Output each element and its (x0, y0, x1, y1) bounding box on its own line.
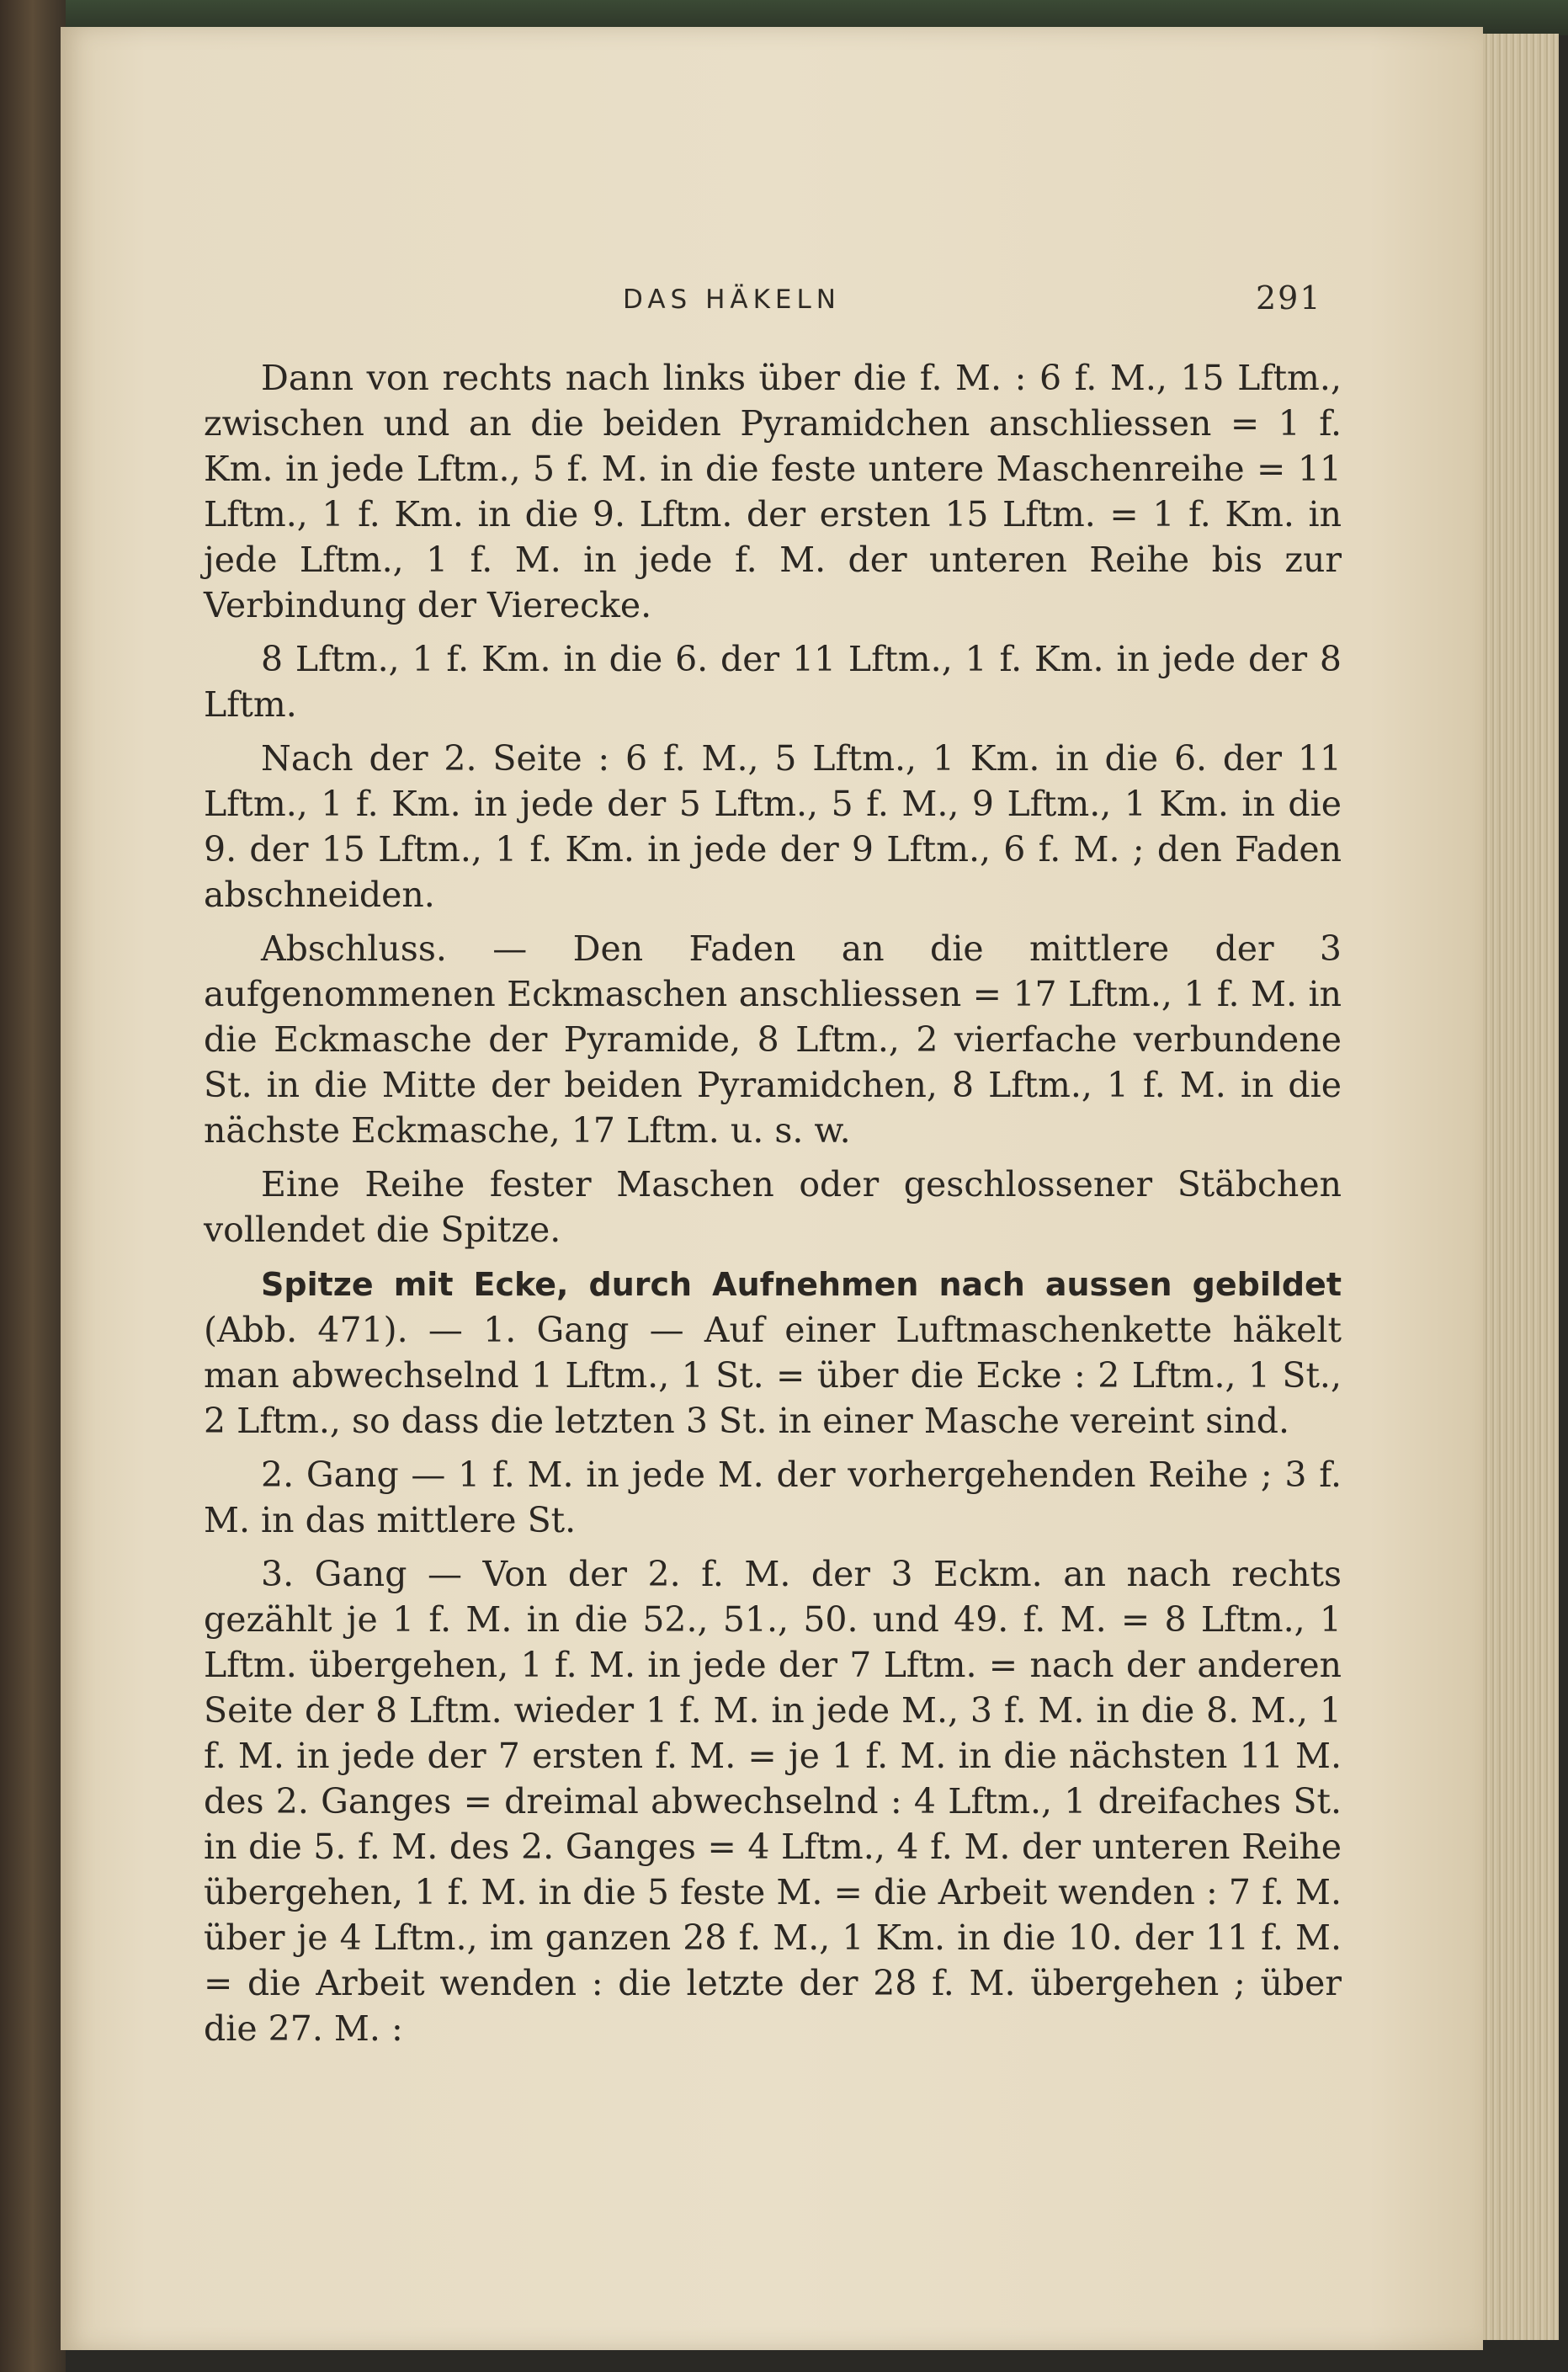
paragraph-6: Spitze mit Ecke, durch Aufnehmen nach aussen gebildet (Abb. 471). — 1. Gang — Auf einer Luftmaschenkette häkelt man abwechselnd 1 Lftm., 1 St. = über die Ecke : 2 Lftm., 1 St., 2 Lftm., so dass die letzten 3 St. in einer Masche vereint sind. (204, 1266, 1342, 1441)
page-number: 291 (1256, 279, 1322, 316)
running-title: DAS HÄKELN (623, 285, 841, 315)
paragraph-4: Abschluss. — Den Faden an die mittlere der 3 aufgenommenen Eckmaschen anschliessen = 17 Lftm., 1 f. M. in die Eckmasche der Pyramide, 8 Lftm., 2 vierfache verbundene St. in die Mitte der beiden Pyramidchen, 8 Lftm., 1 f. M. in die nächste Eckmasche, 17 Lftm. u. s. w. (204, 928, 1342, 1151)
paragraph-8: 3. Gang — Von der 2. f. M. der 3 Eckm. an nach rechts gezählt je 1 f. M. in die 52., 51., 50. und 49. f. M. = 8 Lftm., 1 Lftm. übergehen, 1 f. M. in jede der 7 Lftm. = nach der anderen Seite der 8 Lftm. wieder 1 f. M. in jede M., 3 f. M. in die 8. M., 1 f. M. in jede der 7 ersten f. M. = je 1 f. M. in die nächsten 11 M. des 2. Ganges = dreimal abwechselnd : 4 Lftm., 1 dreifaches St. in die 5. f. M. des 2. Ganges = 4 Lftm., 4 f. M. der unteren Reihe übergehen, 1 f. M. in die 5 feste M. = die Arbeit wenden : 7 f. M. über je 4 Lftm., im ganzen 28 f. M., 1 Km. in die 10. der 11 f. M. = die Arbeit wenden : die letzte der 28 f. M. übergehen ; über die 27. M. : (204, 1554, 1342, 2049)
page-stack-edge (1483, 34, 1559, 2340)
paragraph-5: Eine Reihe fester Maschen oder geschlossener Stäbchen vollendet die Spitze. (204, 1164, 1342, 1250)
book-page (61, 27, 1483, 2350)
paragraph-7: 2. Gang — 1 f. M. in jede M. der vorhergehenden Reihe ; 3 f. M. in das mittlere St. (204, 1455, 1342, 1540)
page-body (204, 355, 1342, 2060)
paragraph-3: Nach der 2. Seite : 6 f. M., 5 Lftm., 1 Km. in die 6. der 11 Lftm., 1 f. Km. in jede der 5 Lftm., 5 f. M., 9 Lftm., 1 Km. in die 9. der 15 Lftm., 1 f. Km. in jede der 9 Lftm., 6 f. M. ; den Faden abschneiden. (204, 738, 1342, 915)
book-spine-left (0, 0, 66, 2372)
paragraph-1: Dann von rechts nach links über die f. M. : 6 f. M., 15 Lftm., zwischen und an die beiden Pyramidchen anschliessen = 1 f. Km. in jede Lftm., 5 f. M. in die feste untere Maschenreihe = 11 Lftm., 1 f. Km. in die 9. Lftm. der ersten 15 Lftm. = 1 f. Km. in jede Lftm., 1 f. M. in jede f. M. der unteren Reihe bis zur Verbindung der Vierecke. (204, 358, 1342, 625)
section-heading: Spitze mit Ecke, durch Aufnehmen nach aussen gebildet (261, 1266, 1342, 1303)
paragraph-2: 8 Lftm., 1 f. Km. in die 6. der 11 Lftm., 1 f. Km. in jede der 8 Lftm. (204, 639, 1342, 725)
page-header (61, 279, 1483, 330)
